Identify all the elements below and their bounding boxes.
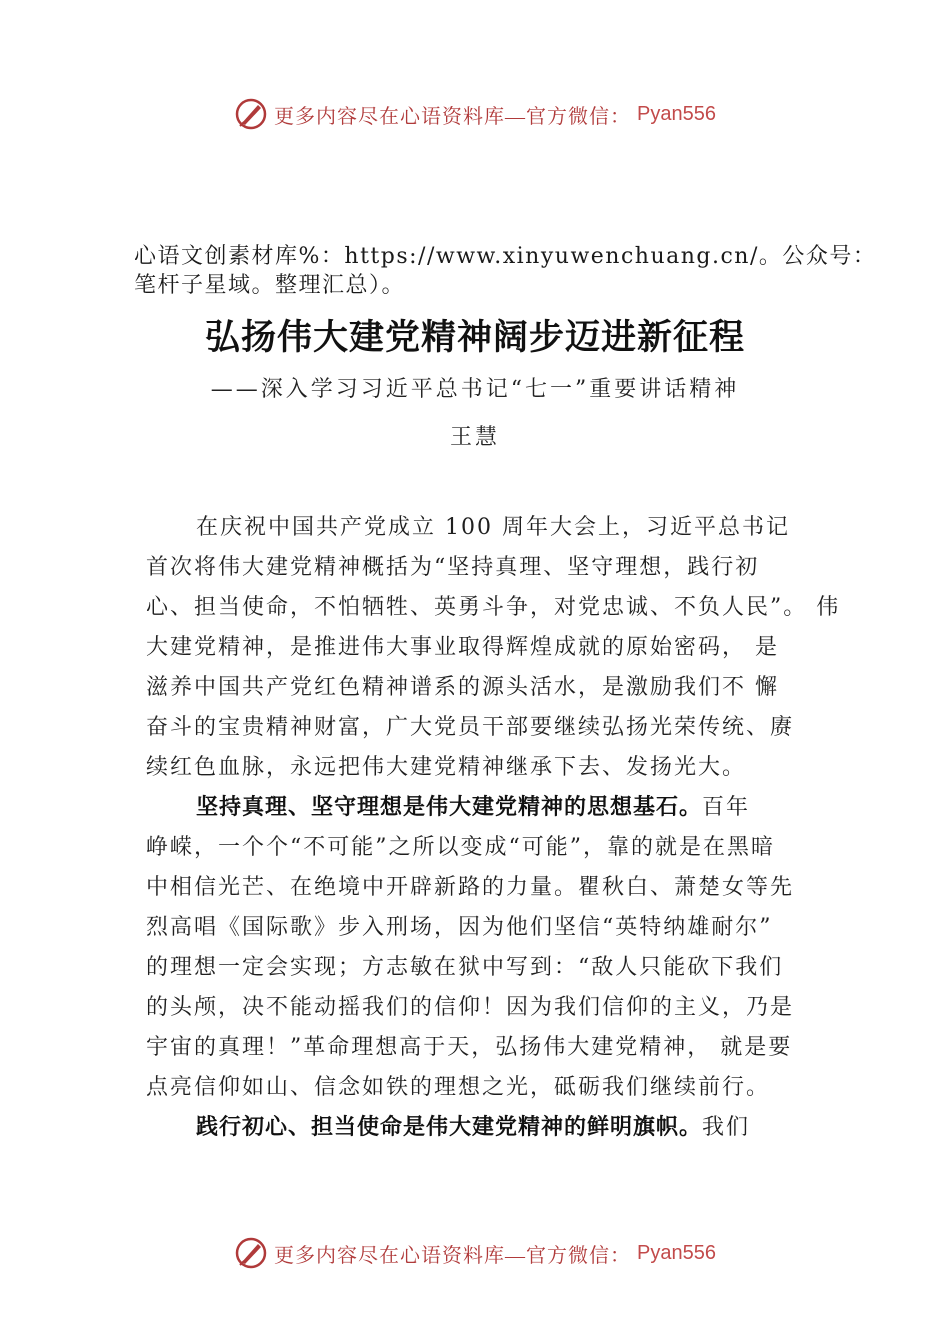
text-line: 中相信光芒、在绝境中开辟新路的力量。瞿秋白、萧楚女等先 [146,875,795,900]
text-line: 首次将伟大建党精神概括为“坚持真理、坚守理想，践行初 [146,555,760,580]
source-note-line: 笔杆子星域。整理汇总）。 [134,273,406,298]
paragraph-mission [146,1108,816,1148]
feather-pen-logo-icon [234,97,268,131]
footer-banner [0,1233,950,1273]
header-banner [0,94,950,134]
source-note-line: 心语文创素材库%：https://www.xinyuwenchuang.cn/。公众号： [134,244,877,269]
text-line: 峥嵘，一个个“不可能”之所以变成“可能”，靠的就是在黑暗 [146,835,775,860]
text-fragment: 百年 [702,795,751,820]
text-line: 烈高唱《国际歌》步入刑场，因为他们坚信“英特纳雄耐尔” [146,915,773,940]
banner-text: 更多内容尽在心语资料库—官方微信： [274,1244,632,1267]
text-line: 滋养中国共产党红色精神谱系的源头活水，是激励我们不 懈 [146,675,779,700]
text-line: 的理想一定会实现；方志敏在狱中写到：“敌人只能砍下我们 [146,955,784,980]
text-line: 奋斗的宝贵精神财富，广大党员干部要继续弘扬光荣传统、赓 [146,715,795,740]
banner-text: 更多内容尽在心语资料库—官方微信： [274,105,632,128]
text-line: 宇宙的真理！”革命理想高于天，弘扬伟大建党精神， 就是要 [146,1035,793,1060]
text-line: 大建党精神，是推进伟大事业取得辉煌成就的原始密码， 是 [146,635,779,660]
text-line [146,1108,816,1148]
text-line: 点亮信仰如山、信念如铁的理想之光，砥砺我们继续前行。 [146,1075,771,1100]
paragraph-intro [146,508,841,788]
paragraph-truth-ideals [146,788,816,1108]
text-line: 续红色血脉，永远把伟大建党精神继承下去、发扬光大。 [146,755,747,780]
source-note [134,242,877,300]
section-heading: 践行初心、担当使命是伟大建党精神的鲜明旗帜。 [196,1115,703,1140]
text-line: 在庆祝中国共产党成立 100 周年大会上，习近平总书记 [196,515,790,540]
text-line: 的头颅，决不能动摇我们的信仰！因为我们信仰的主义，乃是 [146,995,795,1020]
text-line [146,788,816,828]
banner-wechat-handle: Pyan556 [637,102,716,125]
article-body [146,508,841,1148]
section-heading: 坚持真理、坚守理想是伟大建党精神的思想基石。 [196,795,703,820]
article-subtitle: ——深入学习习近平总书记“七一”重要讲话精神 [210,377,740,402]
article-title: 弘扬伟大建党精神阔步迈进新征程 [204,318,745,358]
text-fragment: 我们 [702,1115,751,1140]
article-author: 王慧 [449,425,500,450]
feather-pen-logo-icon [234,1236,268,1270]
banner-wechat-handle: Pyan556 [637,1241,716,1264]
text-line: 心、担当使命，不怕牺牲、英勇斗争，对党忠诚、不负人民”。 伟 [146,595,841,620]
